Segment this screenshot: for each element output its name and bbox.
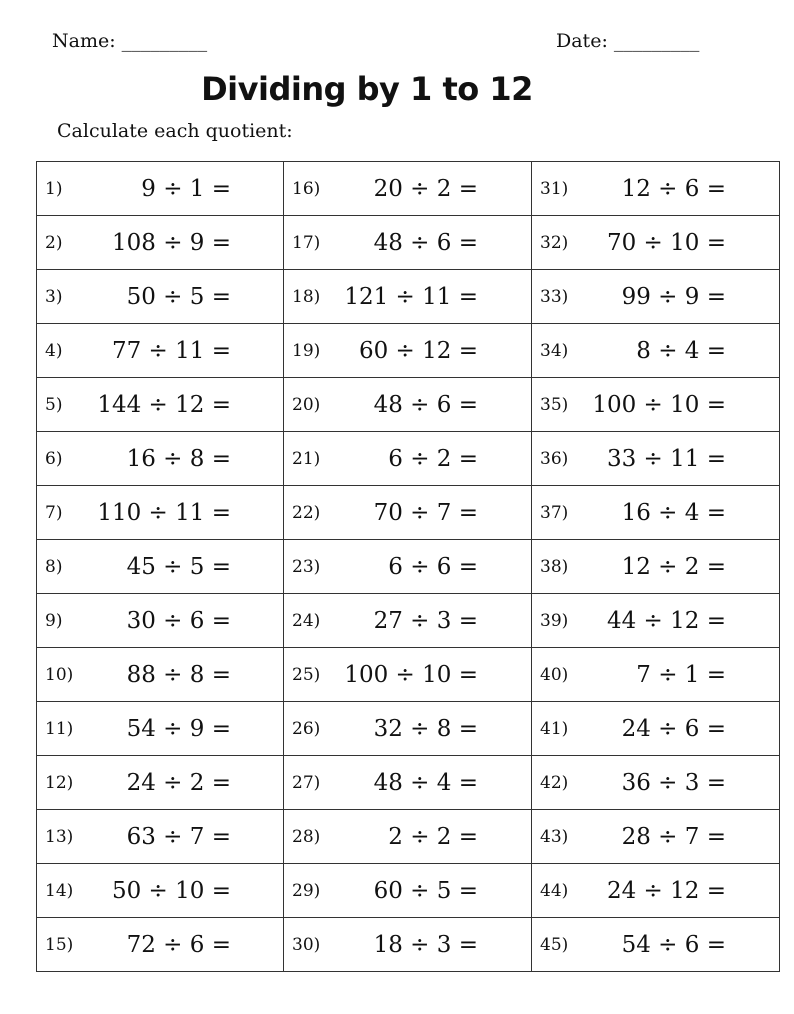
problem-expression: 12 ÷ 2 = <box>621 553 726 580</box>
problem-cell <box>532 702 780 756</box>
date-field-label: Date: _________ <box>556 30 700 52</box>
problem-row <box>37 216 780 270</box>
problem-number: 23) <box>292 556 321 577</box>
problem-cell <box>532 324 780 378</box>
problem-number: 22) <box>292 502 321 523</box>
problem-number: 8) <box>45 556 63 577</box>
problem-cell <box>532 756 780 810</box>
problem-cell <box>284 864 532 918</box>
problem-expression: 24 ÷ 2 = <box>126 769 231 796</box>
problem-number: 40) <box>540 664 569 685</box>
problem-number: 19) <box>292 340 321 361</box>
problem-cell <box>532 540 780 594</box>
problem-expression: 50 ÷ 10 = <box>111 877 231 904</box>
problem-expression: 2 ÷ 2 = <box>388 823 478 850</box>
problem-row <box>37 486 780 540</box>
problem-number: 27) <box>292 772 321 793</box>
problem-number: 18) <box>292 286 321 307</box>
problem-number: 4) <box>45 340 63 361</box>
problems-grid-body <box>37 162 780 972</box>
problem-number: 37) <box>540 502 569 523</box>
problem-number: 21) <box>292 448 321 469</box>
problem-cell <box>284 540 532 594</box>
problem-cell <box>532 216 780 270</box>
problem-number: 15) <box>45 934 74 955</box>
problem-expression: 63 ÷ 7 = <box>126 823 231 850</box>
problem-number: 38) <box>540 556 569 577</box>
problem-number: 10) <box>45 664 74 685</box>
problem-cell <box>532 162 780 216</box>
problem-number: 5) <box>45 394 63 415</box>
problem-cell <box>532 270 780 324</box>
problem-cell <box>532 594 780 648</box>
problem-row <box>37 540 780 594</box>
problem-number: 6) <box>45 448 63 469</box>
problem-row <box>37 324 780 378</box>
problem-expression: 30 ÷ 6 = <box>126 607 231 634</box>
problem-expression: 6 ÷ 6 = <box>388 553 478 580</box>
problem-expression: 16 ÷ 8 = <box>126 445 231 472</box>
problem-expression: 9 ÷ 1 = <box>141 175 231 202</box>
problem-number: 16) <box>292 178 321 199</box>
problem-cell <box>37 162 284 216</box>
problem-number: 31) <box>540 178 569 199</box>
problem-cell <box>37 648 284 702</box>
problem-expression: 144 ÷ 12 = <box>97 391 231 418</box>
problem-expression: 36 ÷ 3 = <box>621 769 726 796</box>
problem-cell <box>284 756 532 810</box>
problem-expression: 48 ÷ 4 = <box>373 769 478 796</box>
problem-number: 32) <box>540 232 569 253</box>
problem-expression: 54 ÷ 6 = <box>621 931 726 958</box>
problem-cell <box>37 270 284 324</box>
problem-expression: 45 ÷ 5 = <box>126 553 231 580</box>
problem-number: 17) <box>292 232 321 253</box>
problem-cell <box>284 810 532 864</box>
problem-number: 24) <box>292 610 321 631</box>
name-field-label: Name: _________ <box>52 30 208 52</box>
problem-expression: 70 ÷ 10 = <box>606 229 726 256</box>
problem-cell <box>37 918 284 972</box>
problem-expression: 60 ÷ 5 = <box>373 877 478 904</box>
problem-cell <box>37 324 284 378</box>
problem-expression: 77 ÷ 11 = <box>111 337 231 364</box>
problem-row <box>37 702 780 756</box>
problem-number: 36) <box>540 448 569 469</box>
problem-cell <box>284 378 532 432</box>
problem-cell <box>284 162 532 216</box>
problem-expression: 18 ÷ 3 = <box>373 931 478 958</box>
problem-cell <box>37 756 284 810</box>
problem-cell <box>284 216 532 270</box>
problem-cell <box>37 486 284 540</box>
problem-expression: 100 ÷ 10 = <box>344 661 478 688</box>
instructions-text: Calculate each quotient: <box>57 120 293 142</box>
problem-number: 2) <box>45 232 63 253</box>
worksheet-title: Dividing by 1 to 12 <box>201 70 533 108</box>
problem-expression: 108 ÷ 9 = <box>111 229 231 256</box>
problem-expression: 70 ÷ 7 = <box>373 499 478 526</box>
problem-number: 41) <box>540 718 569 739</box>
problem-number: 11) <box>45 718 74 739</box>
problem-number: 28) <box>292 826 321 847</box>
problem-cell <box>284 648 532 702</box>
problem-number: 25) <box>292 664 321 685</box>
problem-expression: 7 ÷ 1 = <box>636 661 726 688</box>
problem-number: 20) <box>292 394 321 415</box>
problem-row <box>37 864 780 918</box>
problem-expression: 8 ÷ 4 = <box>636 337 726 364</box>
problem-number: 1) <box>45 178 63 199</box>
problem-expression: 27 ÷ 3 = <box>373 607 478 634</box>
problem-number: 34) <box>540 340 569 361</box>
problem-cell <box>37 378 284 432</box>
problem-number: 42) <box>540 772 569 793</box>
problem-number: 44) <box>540 880 569 901</box>
problem-cell <box>37 432 284 486</box>
problem-expression: 24 ÷ 12 = <box>606 877 726 904</box>
problem-expression: 50 ÷ 5 = <box>126 283 231 310</box>
problem-cell <box>284 486 532 540</box>
problem-expression: 88 ÷ 8 = <box>126 661 231 688</box>
problem-number: 7) <box>45 502 63 523</box>
problem-number: 3) <box>45 286 63 307</box>
problem-cell <box>37 216 284 270</box>
problem-cell <box>532 486 780 540</box>
problem-expression: 32 ÷ 8 = <box>373 715 478 742</box>
problems-grid <box>36 161 780 972</box>
problem-expression: 16 ÷ 4 = <box>621 499 726 526</box>
problem-cell <box>284 324 532 378</box>
problem-cell <box>284 270 532 324</box>
problem-cell <box>284 432 532 486</box>
problem-number: 39) <box>540 610 569 631</box>
problem-row <box>37 756 780 810</box>
problem-number: 45) <box>540 934 569 955</box>
problem-expression: 110 ÷ 11 = <box>97 499 231 526</box>
problem-cell <box>37 540 284 594</box>
problem-expression: 54 ÷ 9 = <box>126 715 231 742</box>
problem-number: 35) <box>540 394 569 415</box>
problem-cell <box>532 648 780 702</box>
problem-row <box>37 648 780 702</box>
problem-expression: 28 ÷ 7 = <box>621 823 726 850</box>
problem-expression: 24 ÷ 6 = <box>621 715 726 742</box>
problem-number: 30) <box>292 934 321 955</box>
problem-row <box>37 162 780 216</box>
problem-expression: 44 ÷ 12 = <box>606 607 726 634</box>
problem-number: 26) <box>292 718 321 739</box>
problem-cell <box>284 702 532 756</box>
problem-expression: 121 ÷ 11 = <box>344 283 478 310</box>
problem-row <box>37 918 780 972</box>
problem-number: 14) <box>45 880 74 901</box>
problem-cell <box>532 378 780 432</box>
problem-row <box>37 432 780 486</box>
problem-cell <box>37 810 284 864</box>
problem-cell <box>532 432 780 486</box>
problem-row <box>37 810 780 864</box>
problem-expression: 12 ÷ 6 = <box>621 175 726 202</box>
problem-expression: 33 ÷ 11 = <box>606 445 726 472</box>
problem-cell <box>284 594 532 648</box>
problem-expression: 100 ÷ 10 = <box>592 391 726 418</box>
problem-cell <box>37 864 284 918</box>
problem-expression: 20 ÷ 2 = <box>373 175 478 202</box>
problem-row <box>37 378 780 432</box>
problem-expression: 6 ÷ 2 = <box>388 445 478 472</box>
problem-cell <box>37 594 284 648</box>
problem-row <box>37 594 780 648</box>
problem-cell <box>532 864 780 918</box>
problem-expression: 48 ÷ 6 = <box>373 229 478 256</box>
problem-number: 43) <box>540 826 569 847</box>
problem-cell <box>284 918 532 972</box>
problem-cell <box>532 810 780 864</box>
problem-number: 12) <box>45 772 74 793</box>
problem-number: 33) <box>540 286 569 307</box>
problem-cell <box>532 918 780 972</box>
problem-number: 13) <box>45 826 74 847</box>
problem-expression: 72 ÷ 6 = <box>126 931 231 958</box>
problem-cell <box>37 702 284 756</box>
problem-row <box>37 270 780 324</box>
problem-number: 29) <box>292 880 321 901</box>
problem-expression: 60 ÷ 12 = <box>358 337 478 364</box>
problem-expression: 99 ÷ 9 = <box>621 283 726 310</box>
problem-number: 9) <box>45 610 63 631</box>
problem-expression: 48 ÷ 6 = <box>373 391 478 418</box>
